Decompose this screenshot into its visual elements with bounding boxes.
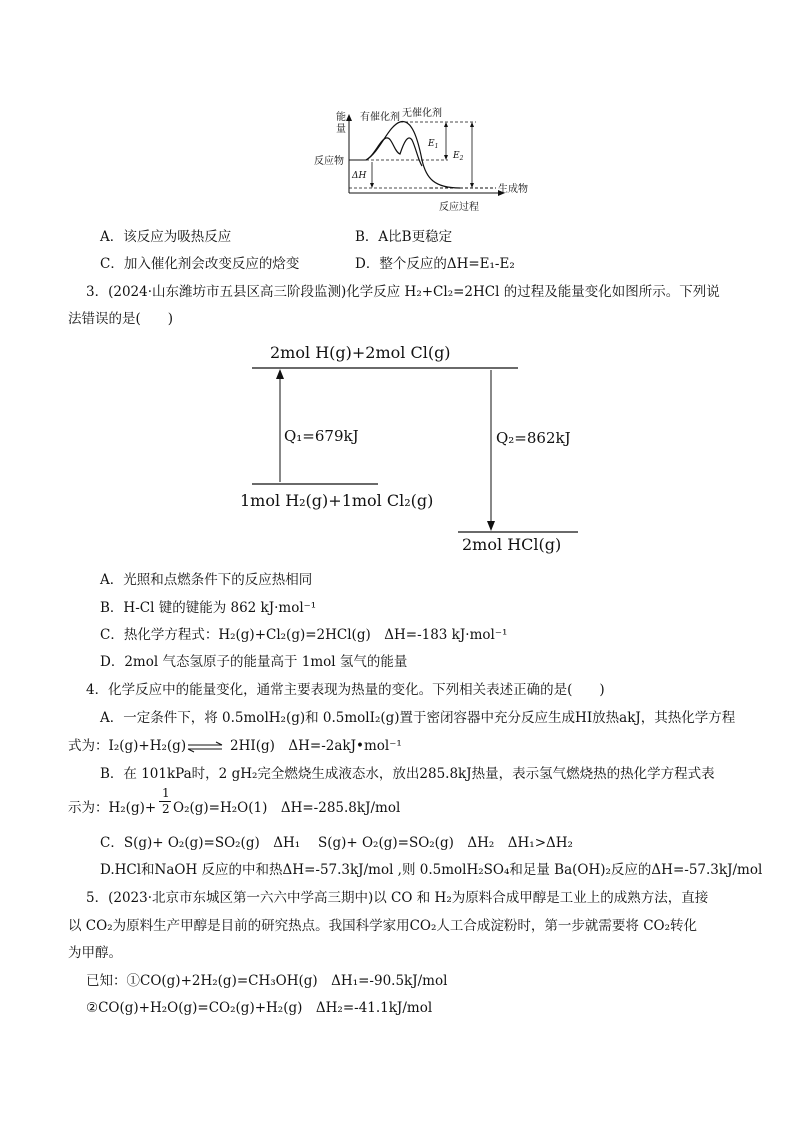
- q2-option-a: A．该反应为吸热反应: [100, 229, 232, 245]
- no-catalyst-label: 无催化剂: [402, 108, 442, 119]
- e2-arrow-head-bottom-icon: [470, 183, 474, 188]
- mid-level-label: 1mol H₂(g)+1mol Cl₂(g): [240, 491, 434, 510]
- q5-line-1: 5．(2023·北京市东城区第一六六中学高三期中)以 CO 和 H₂为原料合成甲醇是工业上的成熟方法，直接: [86, 890, 709, 906]
- q4-option-b-line-1: B．在 101kPa时，2 gH₂完全燃烧生成液态水，放出285.8kJ热量，表示氢气燃烧热的热化学方程式表: [100, 766, 715, 782]
- q2-option-d: D．整个反应的ΔH=E₁-E₂: [355, 256, 515, 272]
- equilibrium-arrows-icon: [186, 741, 224, 753]
- q4-option-b-line-2-right: O₂(g)=H₂O(1) ΔH=-285.8kJ/mol: [173, 800, 401, 816]
- q4-option-a-line-2-left: 式为：I₂(g)+H₂(g): [68, 738, 187, 754]
- q3-option-c: C．热化学方程式：H₂(g)+Cl₂(g)=2HCl(g) ΔH=-183 kJ·mol⁻¹: [100, 627, 508, 643]
- q2-arrow-head-icon: [487, 521, 495, 531]
- q4-option-a-line-2-right: 2HI(g) ΔH=-2akJ•mol⁻¹: [230, 738, 402, 754]
- q3-option-a: A．光照和点燃条件下的反应热相同: [100, 572, 313, 588]
- q4-option-d: D.HCl和NaOH 反应的中和热ΔH=-57.3kJ/mol ,则 0.5molH₂SO₄和足量 Ba(OH)₂反应的ΔH=-57.3kJ/mol: [100, 862, 763, 878]
- q4-stem: 4．化学反应中的能量变化，通常主要表现为热量的变化。下列相关表述正确的是( ): [86, 682, 605, 698]
- q3-option-d: D．2mol 气态氢原子的能量高于 1mol 氢气的能量: [100, 654, 408, 670]
- q2-option-c: C．加入催化剂会改变反应的焓变: [100, 256, 300, 272]
- bottom-level-label: 2mol HCl(g): [462, 535, 562, 554]
- reactant-label: 反应物: [314, 156, 344, 167]
- q4-option-a-line-1: A．一定条件下，将 0.5molH₂(g)和 0.5molI₂(g)置于密闭容器中充分反应生成HI放热akJ，其热化学方程: [100, 710, 736, 726]
- product-label: 生成物: [498, 184, 528, 195]
- q1-label: Q₁=679kJ: [284, 427, 359, 445]
- q5-known-1: 已知：①CO(g)+2H₂(g)=CH₃OH(g) ΔH₁=-90.5kJ/mol: [86, 973, 448, 989]
- q4-option-c: C．S(g)+ O₂(g)=SO₂(g) ΔH₁ S(g)+ O₂(g)=SO₂(g) ΔH₂ ΔH₁>ΔH₂: [100, 835, 573, 851]
- q1-arrow-head-icon: [276, 369, 284, 379]
- x-label: 反应过程: [439, 202, 479, 213]
- q3-option-b: B．H-Cl 键的键能为 862 kJ·mol⁻¹: [100, 600, 317, 616]
- q4-fraction-numerator: 1: [162, 786, 170, 800]
- e1-arrow-head-bottom-icon: [444, 155, 448, 160]
- q5-known-2: ②CO(g)+H₂O(g)=CO₂(g)+H₂(g) ΔH₂=-41.1kJ/mol: [86, 1000, 433, 1016]
- dh-label: ΔH: [352, 171, 367, 181]
- y-label-2: 量: [336, 124, 346, 135]
- q3-stem-line-1: 3．(2024·山东潍坊市五县区高三阶段监测)化学反应 H₂+Cl₂=2HCl 的过程及能量变化如图所示。下列说: [86, 284, 720, 300]
- catalyst-label: 有催化剂: [360, 112, 400, 123]
- q3-stem-line-2: 法错误的是( ): [68, 311, 174, 327]
- q4-fraction-denominator: 2: [162, 802, 170, 816]
- q4-option-b-line-2-left: 示为：H₂(g)+: [68, 800, 157, 816]
- e2-arrow-head-top-icon: [470, 122, 474, 127]
- q3-energy-diagram: [230, 338, 600, 558]
- dh-arrow-head-icon: [370, 183, 374, 188]
- e1-label: $E_1$: [428, 139, 439, 150]
- y-axis-arrow-icon: [346, 114, 352, 121]
- energy-profile-figure: [300, 100, 540, 218]
- q5-line-2: 以 CO₂为原料生产甲醇是目前的研究热点。我国科学家用CO₂人工合成淀粉时，第一步就需要将 CO₂转化: [68, 918, 698, 934]
- q2-label: Q₂=862kJ: [496, 429, 571, 447]
- y-label-1: 能: [336, 112, 346, 123]
- q5-line-3: 为甲醇。: [68, 945, 122, 961]
- e2-label: $E_2$: [453, 151, 464, 162]
- e1-arrow-head-top-icon: [444, 122, 448, 127]
- top-level-label: 2mol H(g)+2mol Cl(g): [270, 343, 451, 362]
- q2-option-b: B．A比B更稳定: [355, 229, 453, 245]
- catalyst-curve: [366, 138, 422, 166]
